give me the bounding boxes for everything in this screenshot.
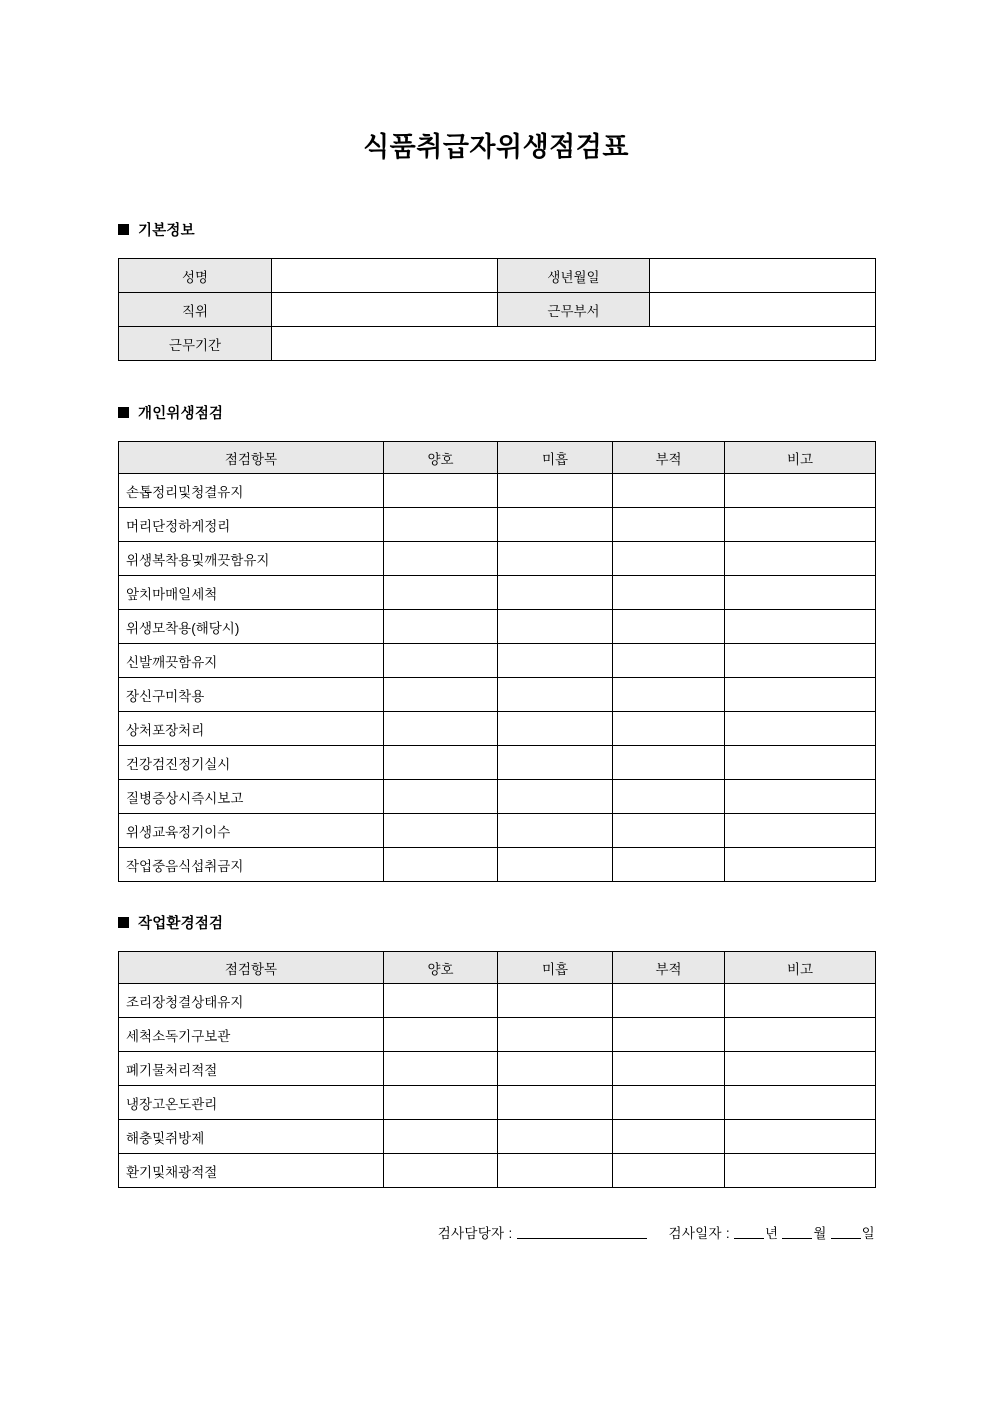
- inspector-name-field[interactable]: [517, 1238, 647, 1239]
- month-unit-label: 월: [813, 1226, 827, 1241]
- field-label-birthdate: 생년월일: [498, 259, 650, 293]
- checklist-item-label: 질병증상시즉시보고: [119, 780, 384, 814]
- work-environment-table: [118, 951, 876, 1188]
- inspection-day-field[interactable]: [831, 1238, 861, 1239]
- checklist-cell-good[interactable]: [384, 1086, 498, 1120]
- column-header-remarks: 비고: [725, 952, 876, 984]
- checklist-cell-insufficient[interactable]: [498, 848, 613, 882]
- section-heading-work-environment: [118, 912, 223, 933]
- checklist-cell-unfit[interactable]: [613, 1052, 725, 1086]
- field-value-work-period[interactable]: [272, 327, 876, 361]
- checklist-cell-unfit[interactable]: [613, 644, 725, 678]
- table-row: [119, 1018, 876, 1052]
- checklist-cell-remarks[interactable]: [725, 1018, 876, 1052]
- checklist-cell-insufficient[interactable]: [498, 644, 613, 678]
- checklist-item-label: 머리단정하게정리: [119, 508, 384, 542]
- inspection-month-field[interactable]: [782, 1238, 812, 1239]
- table-row: [119, 712, 876, 746]
- checklist-cell-insufficient[interactable]: [498, 1154, 613, 1188]
- personal-hygiene-table-wrapper: [118, 441, 876, 882]
- checklist-cell-remarks[interactable]: [725, 610, 876, 644]
- checklist-item-label: 위생모착용(해당시): [119, 610, 384, 644]
- table-row: [119, 610, 876, 644]
- field-value-position[interactable]: [272, 293, 498, 327]
- table-row: [119, 474, 876, 508]
- checklist-cell-remarks[interactable]: [725, 814, 876, 848]
- checklist-cell-good[interactable]: [384, 644, 498, 678]
- checklist-cell-remarks[interactable]: [725, 746, 876, 780]
- checklist-cell-unfit[interactable]: [613, 1154, 725, 1188]
- table-row: [119, 1052, 876, 1086]
- table-row: [119, 508, 876, 542]
- checklist-cell-good[interactable]: [384, 1052, 498, 1086]
- inspector-label: 검사담당자 :: [437, 1226, 513, 1241]
- checklist-cell-good[interactable]: [384, 814, 498, 848]
- checklist-item-label: 위생복착용및깨끗함유지: [119, 542, 384, 576]
- checklist-cell-good[interactable]: [384, 780, 498, 814]
- column-header-item: 점검항목: [119, 952, 384, 984]
- checklist-cell-unfit[interactable]: [613, 780, 725, 814]
- checklist-cell-insufficient[interactable]: [498, 1018, 613, 1052]
- checklist-cell-good[interactable]: [384, 508, 498, 542]
- column-header-unfit: 부적: [613, 442, 725, 474]
- checklist-cell-remarks[interactable]: [725, 848, 876, 882]
- column-header-good: 양호: [384, 952, 498, 984]
- table-row: [119, 644, 876, 678]
- checklist-cell-remarks[interactable]: [725, 644, 876, 678]
- checklist-item-label: 신발깨끗함유지: [119, 644, 384, 678]
- footer-signature-line: [118, 1222, 875, 1242]
- basic-info-table: [118, 258, 876, 361]
- checklist-cell-unfit[interactable]: [613, 746, 725, 780]
- checklist-cell-good[interactable]: [384, 542, 498, 576]
- checklist-cell-good[interactable]: [384, 1120, 498, 1154]
- field-value-name[interactable]: [272, 259, 498, 293]
- checklist-cell-good[interactable]: [384, 712, 498, 746]
- checklist-cell-unfit[interactable]: [613, 712, 725, 746]
- page-title: 식품취급자위생점검표: [363, 132, 629, 162]
- checklist-cell-unfit[interactable]: [613, 1120, 725, 1154]
- checklist-cell-remarks[interactable]: [725, 542, 876, 576]
- checklist-cell-good[interactable]: [384, 1154, 498, 1188]
- checklist-cell-remarks[interactable]: [725, 576, 876, 610]
- filled-square-bullet-icon: [118, 917, 129, 928]
- inspection-year-field[interactable]: [734, 1238, 764, 1239]
- checklist-item-label: 환기및채광적절: [119, 1154, 384, 1188]
- table-row: [119, 259, 876, 293]
- section-heading-basic-info: [118, 219, 195, 240]
- table-row: [119, 848, 876, 882]
- checklist-item-label: 손톱정리및청결유지: [119, 474, 384, 508]
- checklist-cell-remarks[interactable]: [725, 474, 876, 508]
- column-header-unfit: 부적: [613, 952, 725, 984]
- checklist-cell-remarks[interactable]: [725, 1052, 876, 1086]
- checklist-item-label: 폐기물처리적절: [119, 1052, 384, 1086]
- checklist-cell-unfit[interactable]: [613, 814, 725, 848]
- checklist-cell-insufficient[interactable]: [498, 1052, 613, 1086]
- checklist-cell-insufficient[interactable]: [498, 576, 613, 610]
- table-row: [119, 327, 876, 361]
- checklist-cell-remarks[interactable]: [725, 712, 876, 746]
- checklist-cell-insufficient[interactable]: [498, 984, 613, 1018]
- checklist-cell-good[interactable]: [384, 848, 498, 882]
- checklist-cell-good[interactable]: [384, 1018, 498, 1052]
- checklist-cell-insufficient[interactable]: [498, 814, 613, 848]
- checklist-cell-unfit[interactable]: [613, 508, 725, 542]
- checklist-cell-insufficient[interactable]: [498, 712, 613, 746]
- section-heading-label: 작업환경점검: [138, 916, 224, 932]
- checklist-cell-unfit[interactable]: [613, 1086, 725, 1120]
- field-label-name: 성명: [119, 259, 272, 293]
- checklist-item-label: 세척소독기구보관: [119, 1018, 384, 1052]
- checklist-item-label: 장신구미착용: [119, 678, 384, 712]
- section-heading-label: 개인위생점검: [138, 406, 224, 422]
- checklist-cell-good[interactable]: [384, 474, 498, 508]
- column-header-item: 점검항목: [119, 442, 384, 474]
- column-header-remarks: 비고: [725, 442, 876, 474]
- checklist-cell-remarks[interactable]: [725, 678, 876, 712]
- checklist-cell-insufficient[interactable]: [498, 610, 613, 644]
- checklist-cell-remarks[interactable]: [725, 984, 876, 1018]
- field-value-birthdate[interactable]: [650, 259, 876, 293]
- table-row: [119, 542, 876, 576]
- inspection-date-label: 검사일자 :: [668, 1226, 730, 1241]
- checklist-cell-insufficient[interactable]: [498, 1086, 613, 1120]
- column-header-insufficient: 미흡: [498, 442, 613, 474]
- section-heading-label: 기본정보: [138, 223, 195, 239]
- checklist-cell-unfit[interactable]: [613, 542, 725, 576]
- day-unit-label: 일: [861, 1226, 875, 1241]
- personal-hygiene-table: [118, 441, 876, 882]
- table-row: [119, 1154, 876, 1188]
- checklist-cell-remarks[interactable]: [725, 1154, 876, 1188]
- checklist-cell-insufficient[interactable]: [498, 542, 613, 576]
- table-row: [119, 780, 876, 814]
- checklist-cell-insufficient[interactable]: [498, 678, 613, 712]
- checklist-item-label: 작업중음식섭취금지: [119, 848, 384, 882]
- checklist-item-label: 건강검진정기실시: [119, 746, 384, 780]
- checklist-cell-remarks[interactable]: [725, 1120, 876, 1154]
- checklist-item-label: 위생교육정기이수: [119, 814, 384, 848]
- checklist-item-label: 냉장고온도관리: [119, 1086, 384, 1120]
- table-row: [119, 678, 876, 712]
- checklist-cell-good[interactable]: [384, 746, 498, 780]
- work-environment-table-wrapper: [118, 951, 876, 1188]
- filled-square-bullet-icon: [118, 224, 129, 235]
- checklist-cell-good[interactable]: [384, 610, 498, 644]
- field-label-work-period: 근무기간: [119, 327, 272, 361]
- checklist-item-label: 상처포장처리: [119, 712, 384, 746]
- basic-info-table-wrapper: [118, 258, 876, 361]
- field-value-department[interactable]: [650, 293, 876, 327]
- checklist-item-label: 앞치마매일세척: [119, 576, 384, 610]
- table-row: [119, 814, 876, 848]
- checklist-cell-good[interactable]: [384, 576, 498, 610]
- table-header-row: [119, 442, 876, 474]
- checklist-cell-unfit[interactable]: [613, 1018, 725, 1052]
- table-row: [119, 293, 876, 327]
- checklist-cell-unfit[interactable]: [613, 610, 725, 644]
- checklist-cell-unfit[interactable]: [613, 848, 725, 882]
- checklist-cell-insufficient[interactable]: [498, 746, 613, 780]
- column-header-insufficient: 미흡: [498, 952, 613, 984]
- filled-square-bullet-icon: [118, 407, 129, 418]
- checklist-cell-unfit[interactable]: [613, 984, 725, 1018]
- checklist-cell-good[interactable]: [384, 984, 498, 1018]
- table-row: [119, 746, 876, 780]
- column-header-good: 양호: [384, 442, 498, 474]
- checklist-cell-unfit[interactable]: [613, 576, 725, 610]
- checklist-cell-unfit[interactable]: [613, 678, 725, 712]
- field-label-position: 직위: [119, 293, 272, 327]
- checklist-cell-insufficient[interactable]: [498, 508, 613, 542]
- year-unit-label: 년: [764, 1226, 779, 1241]
- checklist-item-label: 조리장청결상태유지: [119, 984, 384, 1018]
- table-header-row: [119, 952, 876, 984]
- table-row: [119, 1120, 876, 1154]
- checklist-cell-unfit[interactable]: [613, 474, 725, 508]
- table-row: [119, 576, 876, 610]
- field-label-department: 근무부서: [498, 293, 650, 327]
- checklist-cell-good[interactable]: [384, 678, 498, 712]
- checklist-cell-insufficient[interactable]: [498, 780, 613, 814]
- section-heading-personal-hygiene: [118, 402, 223, 423]
- checklist-cell-insufficient[interactable]: [498, 474, 613, 508]
- checklist-cell-insufficient[interactable]: [498, 1120, 613, 1154]
- checklist-cell-remarks[interactable]: [725, 508, 876, 542]
- checklist-cell-remarks[interactable]: [725, 780, 876, 814]
- table-row: [119, 984, 876, 1018]
- checklist-item-label: 해충및쥐방제: [119, 1120, 384, 1154]
- table-row: [119, 1086, 876, 1120]
- checklist-cell-remarks[interactable]: [725, 1086, 876, 1120]
